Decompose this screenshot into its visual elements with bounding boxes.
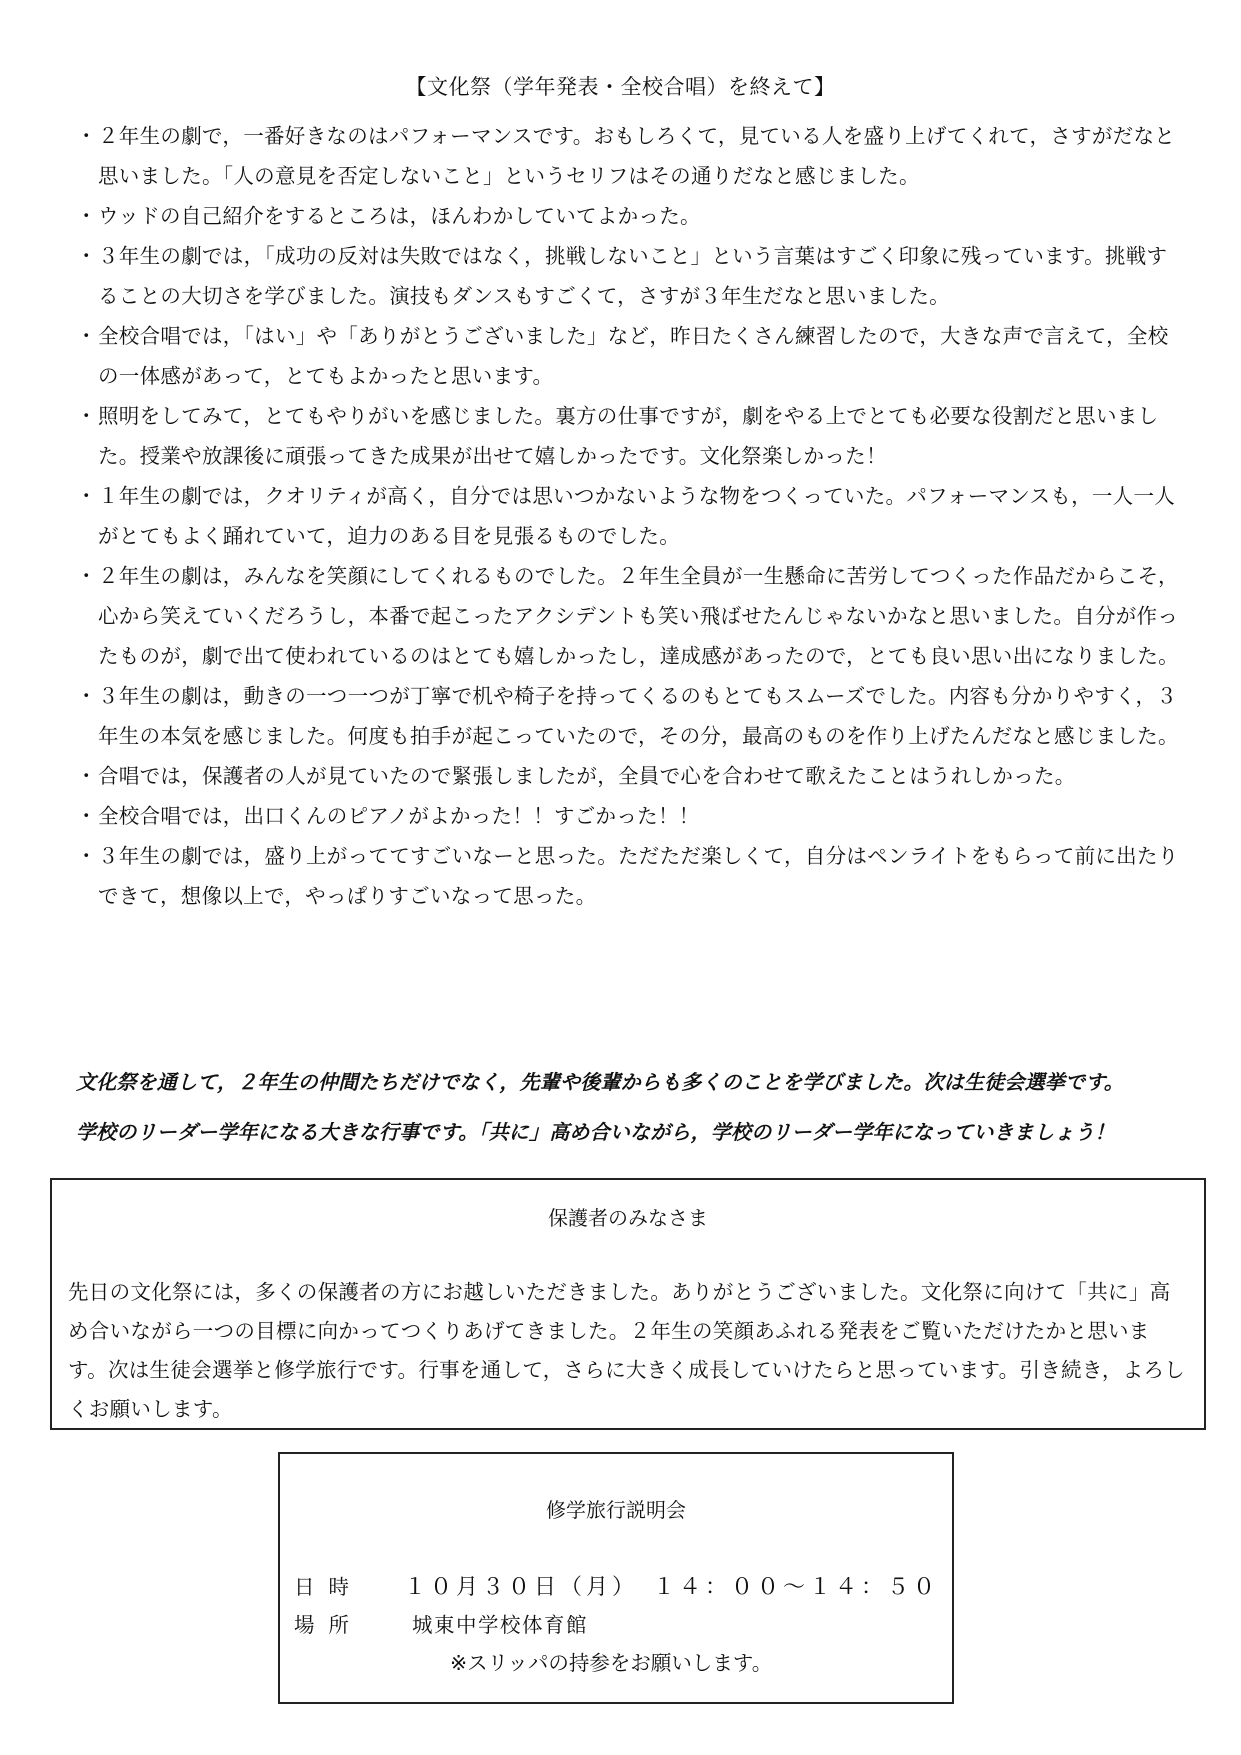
place-label: 場所 <box>294 1613 363 1637</box>
parents-notice-heading: 保護者のみなさま <box>548 1206 708 1230</box>
comment-item <box>76 836 1186 916</box>
page-title: 【文化祭（学年発表・全校合唱）を終えて】 <box>405 75 836 99</box>
bullet-mark: ・ <box>76 804 97 828</box>
closing-message-line-2: 学校のリーダー学年になる大きな行事です。「共に」高め合いながら，学校のリーダー学年になっていきましょう！ <box>76 1120 1115 1144</box>
slippers-note: ※スリッパの持参をお願いします。 <box>450 1651 773 1675</box>
bullet-mark: ・ <box>76 324 97 348</box>
comment-item <box>76 476 1186 556</box>
bullet-mark: ・ <box>76 124 97 148</box>
closing-message-line-1: 文化祭を通して，２年生の仲間たちだけでなく，先輩や後輩からも多くのことを学びました。次は生徒会選挙です。 <box>76 1070 1124 1094</box>
comment-item <box>76 556 1186 676</box>
bullet-mark: ・ <box>76 244 97 268</box>
comment-text: 照明をしてみて，とてもやりがいを感じました。裏方の仕事ですが，劇をやる上でとても必要な役割だと思いました。授業や放課後に頑張ってきた成果が出せて嬉しかったです。文化祭楽しかった！ <box>98 404 1159 468</box>
bullet-mark: ・ <box>76 684 97 708</box>
comment-item <box>76 796 1186 836</box>
place-value: 城東中学校体育館 <box>412 1613 588 1637</box>
bullet-mark: ・ <box>76 404 97 428</box>
bullet-mark: ・ <box>76 764 97 788</box>
comment-item <box>76 316 1186 396</box>
comment-text: ウッドの自己紹介をするところは，ほんわかしていてよかった。 <box>98 204 701 228</box>
comment-list <box>76 116 1186 916</box>
comment-item <box>76 116 1186 196</box>
comment-text: ３年生の劇は，動きの一つ一つが丁寧で机や椅子を持ってくるのもとてもスムーズでした。内容も分かりやすく，３年生の本気を感じました。何度も拍手が起こっていたので，その分，最高のものを作り上げたんだなと感じました。 <box>98 684 1179 748</box>
comment-text: ３年生の劇では，「成功の反対は失敗ではなく，挑戦しないこと」という言葉はすごく印象に残っています。挑戦することの大切さを学びました。演技もダンスもすごくて，さすが３年生だなと思いました。 <box>98 244 1168 308</box>
school-trip-briefing-box <box>278 1452 954 1704</box>
bullet-mark: ・ <box>76 844 97 868</box>
date-label: 日時 <box>294 1575 363 1599</box>
briefing-place-row <box>294 1608 588 1638</box>
comment-text: １年生の劇では，クオリティが高く，自分では思いつかないような物をつくっていた。パフォーマンスも，一人一人がとてもよく踊れていて，迫力のある目を見張るものでした。 <box>98 484 1176 548</box>
comment-text: 全校合唱では，出口くんのピアノがよかった！！すごかった！！ <box>98 804 700 828</box>
comment-item <box>76 396 1186 476</box>
date-value: １０月３０日（月） １４：００～１４：５０ <box>404 1575 940 1600</box>
comment-text: ２年生の劇で，一番好きなのはパフォーマンスです。おもしろくて，見ている人を盛り上げてくれて，さすがだなと思いました。「人の意見を否定しないこと」というセリフはその通りだなと感じました。 <box>98 124 1176 188</box>
comment-item <box>76 756 1186 796</box>
bullet-mark: ・ <box>76 204 97 228</box>
parents-notice-box <box>50 1178 1206 1430</box>
comment-text: ３年生の劇では，盛り上がっててすごいなーと思った。ただただ楽しくて，自分はペンライトをもらって前に出たりできて，想像以上で，やっぱりすごいなって思った。 <box>98 844 1179 908</box>
bullet-mark: ・ <box>76 564 97 588</box>
bullet-mark: ・ <box>76 484 97 508</box>
parents-notice-body: 先日の文化祭には，多くの保護者の方にお越しいただきました。ありがとうございました。文化祭に向けて「共に」高め合いながら一つの目標に向かってつくりあげてきました。２年生の笑顔あふれる発表をご覧いただけたかと思います。次は生徒会選挙と修学旅行です。行事を通して，さらに大きく成長していけたらと思っています。引き続き，よろしくお願いします。 <box>68 1280 1186 1421</box>
school-trip-briefing-heading: 修学旅行説明会 <box>546 1498 686 1522</box>
comment-item <box>76 236 1186 316</box>
comment-item <box>76 676 1186 756</box>
comment-text: ２年生の劇は，みんなを笑顔にしてくれるものでした。２年生全員が一生懸命に苦労してつくった作品だからこそ，心から笑えていくだろうし，本番で起こったアクシデントも笑い飛ばせたんじゃないかなと思いました。自分が作ったものが，劇で出て使われているのはとても嬉しかったし，達成感があったので，とても良い思い出になりました。 <box>98 564 1179 668</box>
comment-text: 合唱では，保護者の人が見ていたので緊張しましたが，全員で心を合わせて歌えたことはうれしかった。 <box>98 764 1076 788</box>
comment-item <box>76 196 1186 236</box>
comment-text: 全校合唱では，「はい」や「ありがとうございました」など，昨日たくさん練習したので，大きな声で言えて，全校の一体感があって，とてもよかったと思います。 <box>98 324 1169 388</box>
briefing-date-row <box>294 1570 939 1601</box>
